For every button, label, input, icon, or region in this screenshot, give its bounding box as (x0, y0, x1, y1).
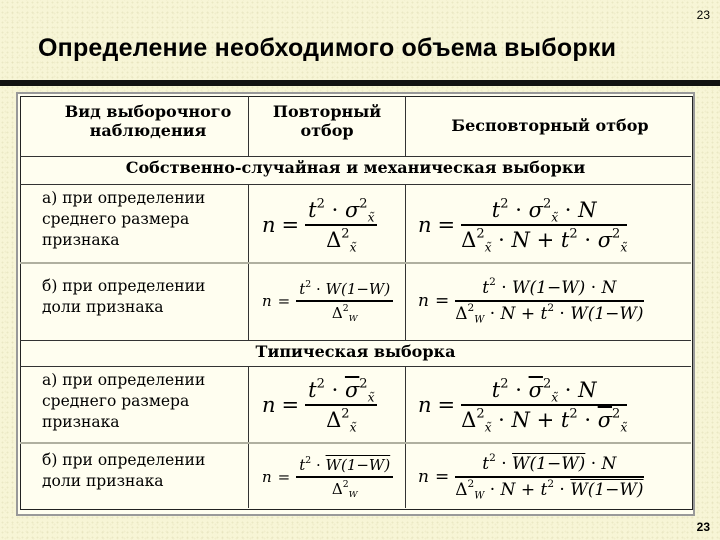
divider (20, 366, 691, 367)
divider (405, 96, 406, 156)
divider (20, 340, 691, 341)
section-typical: Типическая выборка (255, 342, 456, 361)
divider (20, 184, 691, 185)
formula-typical-nonrepeated-mean: n = $\frac{t^2 \cdot \overline{\sigma}^2_{x̃} \cdot N}{\Delta^2_{x̃} \cdot N + t^2 \cdot \overline{\sigma}^2_{x̃}}$ (418, 376, 628, 435)
divider (20, 442, 691, 444)
formula-typical-repeated-share: n = $\frac{t^2 \cdot W(1-W)}{\Delta^2_W}$ (262, 448, 393, 506)
formula-repeated-mean: n = $\frac{t^2 \cdot \sigma^2_{x̃}}{\Delta^2_{x̃}}$ (262, 196, 377, 254)
page-number-bottom: 23 (696, 520, 710, 534)
formula-repeated-share: n = $\frac{t^2 \cdot W(1-W)}{\Delta^2_W}$ (262, 272, 393, 330)
header-non-repeated: Бесповторный отбор (451, 116, 649, 135)
page-title: Определение необходимого объема выборки (38, 34, 617, 62)
divider (20, 262, 691, 264)
row-label-share: б) при определении доли признака (42, 277, 206, 316)
page-number-top: 23 (696, 8, 710, 22)
row-label-mean-typical: а) при определении среднего размера признака (42, 371, 206, 431)
formula-typical-nonrepeated-share: n = $\frac{t^2 \cdot W(1-W) \cdot N}{\Delta^2_W \cdot N + t^2 \cdot W(1-W)}$ (418, 452, 644, 502)
row-label-mean: а) при определении среднего размера признака (42, 189, 206, 249)
header-sample-type: Вид выборочного наблюдения (64, 102, 232, 140)
divider (248, 96, 249, 156)
title-rule (0, 80, 720, 86)
divider (248, 366, 249, 508)
divider (405, 366, 406, 508)
formula-nonrepeated-mean: n = $\frac{t^2 \cdot \sigma^2_{x̃} \cdot N}{\Delta^2_{x̃} \cdot N + t^2 \cdot \sigma^2_{x̃}}$ (418, 196, 628, 255)
section-random-mechanical: Собственно-случайная и механическая выборки (125, 158, 586, 177)
header-repeated: Повторный отбор (272, 102, 382, 140)
row-label-share-typical: б) при определении доли признака (42, 451, 206, 490)
formula-nonrepeated-share: n = $\frac{t^2 \cdot W(1-W) \cdot N}{\Delta^2_W \cdot N + t^2 \cdot W(1-W)}$ (418, 276, 644, 326)
divider (20, 156, 691, 157)
formula-typical-repeated-mean: n = $\frac{t^2 \cdot \overline{\sigma}^2_{x̃}}{\Delta^2_{x̃}}$ (262, 376, 377, 434)
